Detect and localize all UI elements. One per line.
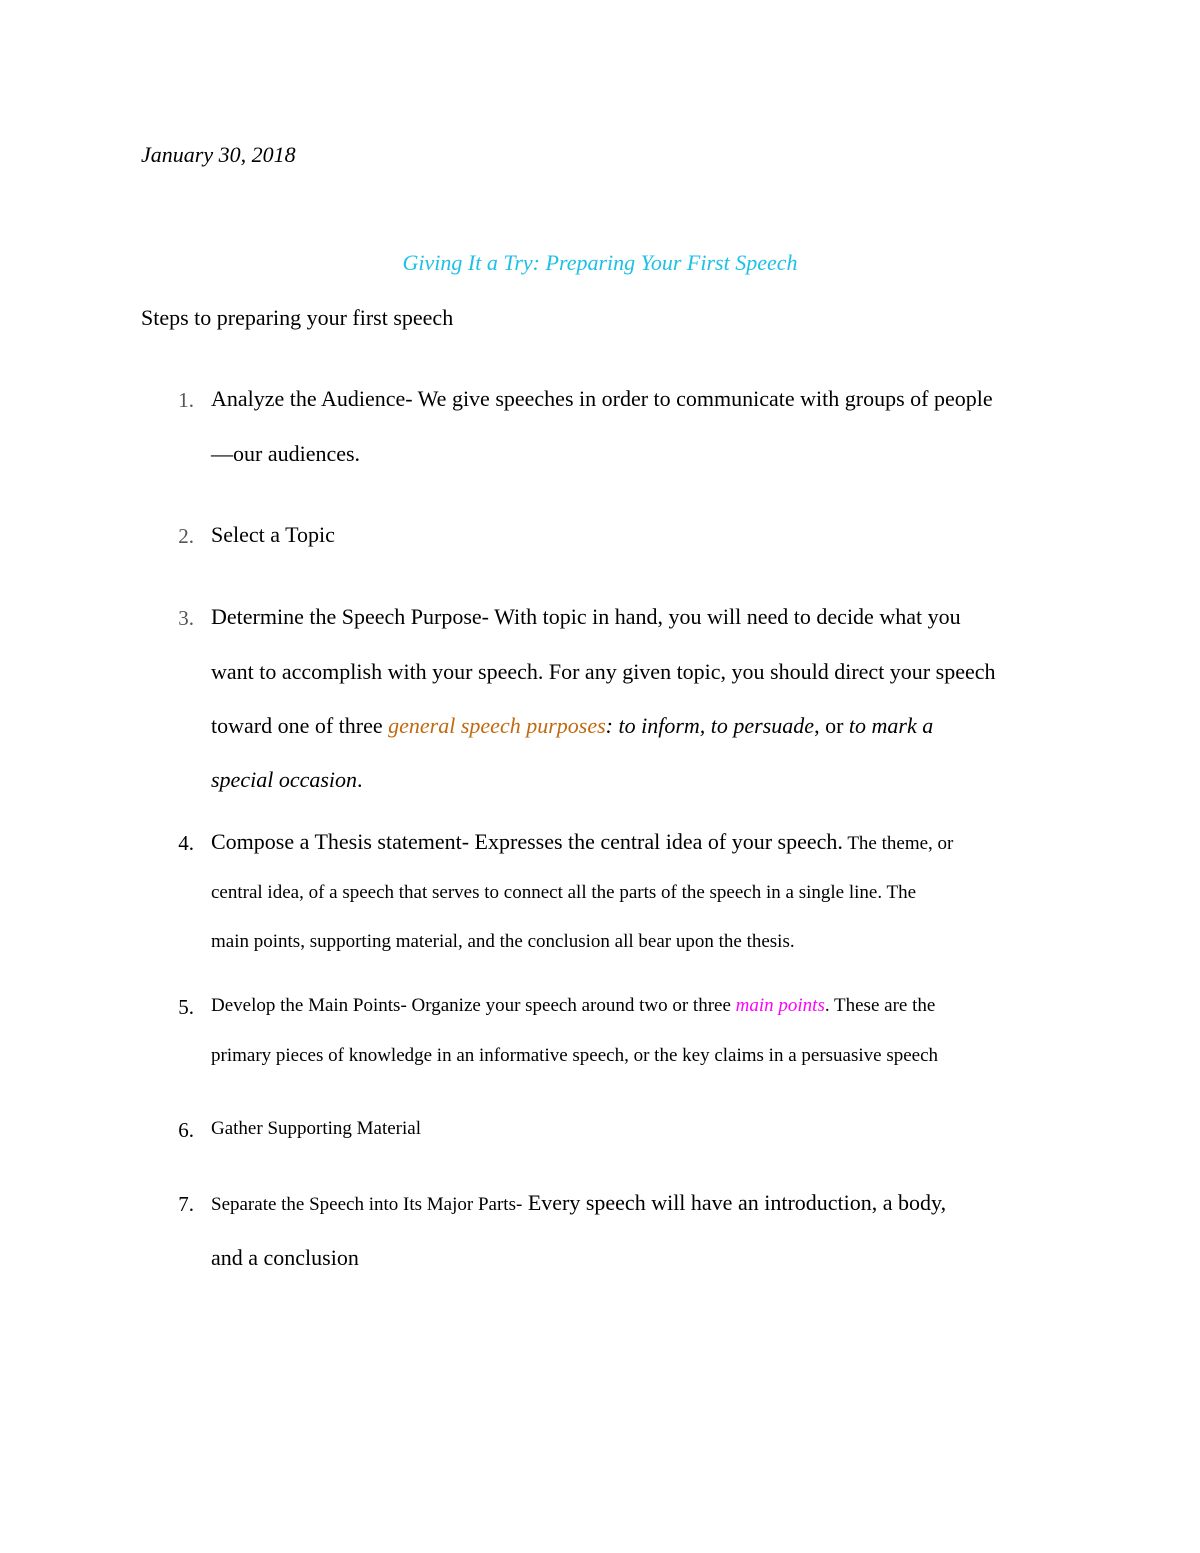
step-4-number: 4. bbox=[178, 831, 194, 855]
step-7-line-2: and a conclusion bbox=[211, 1245, 359, 1270]
step-1-line-2: —our audiences. bbox=[211, 441, 361, 466]
step-5-line-2: primary pieces of knowledge in an informative speech, or the key claims in a persuasive speech bbox=[211, 1045, 939, 1066]
mark-occasion-text: to mark a bbox=[848, 713, 934, 738]
step-3-line-2: want to accomplish with your speech. For any given topic, you should direct your speech bbox=[211, 659, 996, 684]
document-title: Giving It a Try: Preparing Your First Speech bbox=[402, 250, 798, 275]
step-3-line-3-text: toward one of three bbox=[211, 713, 389, 738]
step-4-line-1 bbox=[211, 829, 953, 855]
step-3-line-1: Determine the Speech Purpose- With topic in hand, you will need to decide what you bbox=[211, 604, 961, 629]
step-7-line-1 bbox=[211, 1190, 946, 1216]
step-4-heading-text: Compose a Thesis statement- Expresses the central idea of your speech. bbox=[211, 829, 843, 854]
general-speech-purposes-term: general speech purposes bbox=[388, 713, 606, 738]
step-4-line-3: main points, supporting material, and the conclusion all bear upon the thesis. bbox=[211, 931, 795, 952]
step-6-line-1: Gather Supporting Material bbox=[211, 1118, 422, 1139]
step-4-line-2: central idea, of a speech that serves to connect all the parts of the speech in a single line. The bbox=[211, 882, 917, 903]
main-points-term: main points bbox=[735, 995, 825, 1016]
step-2-line-1: Select a Topic bbox=[211, 522, 335, 547]
intro-text: Steps to preparing your first speech bbox=[141, 305, 454, 330]
step-1-line-1: Analyze the Audience- We give speeches in order to communicate with groups of people bbox=[211, 386, 993, 411]
step-5-tail-text: . These are the bbox=[824, 995, 936, 1016]
step-5-line-1 bbox=[211, 995, 935, 1017]
document-date: January 30, 2018 bbox=[141, 142, 296, 167]
special-occasion-text: special occasion bbox=[211, 767, 358, 792]
step-3-period: . bbox=[357, 767, 363, 792]
step-3-number: 3. bbox=[178, 606, 194, 630]
step-5-number: 5. bbox=[178, 995, 194, 1019]
step-2-number: 2. bbox=[178, 524, 194, 548]
step-1-number: 1. bbox=[178, 388, 194, 412]
step-4-theme-text: The theme, or bbox=[842, 833, 954, 854]
step-3-line-4 bbox=[211, 767, 363, 793]
step-7-tail-text: Every speech will have an introduction, a body, bbox=[522, 1190, 947, 1215]
step-3-or: , or bbox=[814, 713, 849, 738]
step-7-number: 7. bbox=[178, 1192, 194, 1216]
step-7-heading-text: Separate the Speech into Its Major Parts- bbox=[211, 1194, 523, 1215]
step-3-line-3 bbox=[211, 713, 933, 739]
step-5-heading-text: Develop the Main Points- Organize your speech around two or three bbox=[211, 995, 736, 1016]
step-6-number: 6. bbox=[178, 1118, 194, 1142]
purposes-list: : to inform, to persuade bbox=[605, 713, 815, 738]
